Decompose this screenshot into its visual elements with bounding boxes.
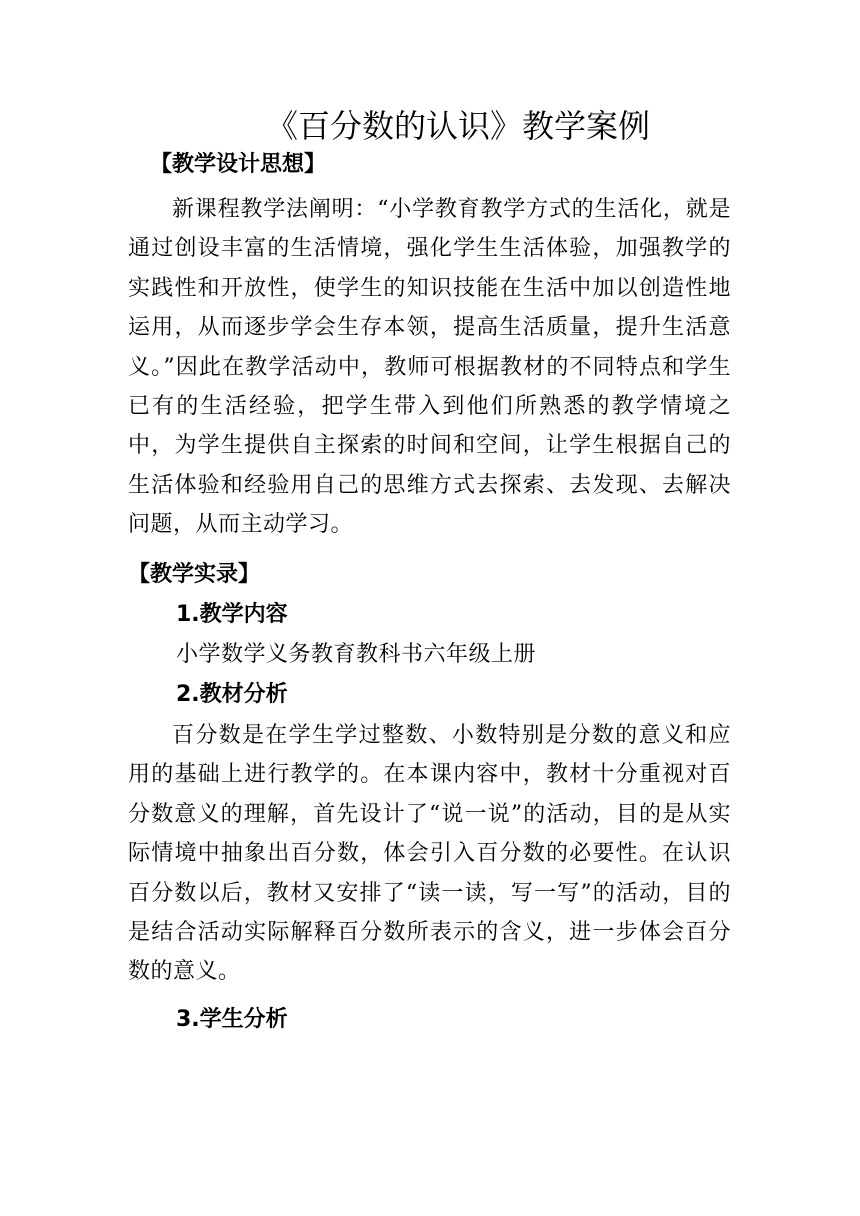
item-teaching-content-text: 小学数学义务教育教科书六年级上册 [176,642,537,667]
item-teaching-content-heading: 1.教学内容 [176,602,288,627]
design-thought-paragraph: 新课程教学法阐明：“小学教育教学方式的生活化，就是通过创设丰富的生活情境，强化学生生活体验，加强教学的实践性和开放性，使学生的知识技能在生活中加以创造性地运用，从而逐步学会生存本领，提高生活质量，提升生活意义。”因此在教学活动中，教师可根据教材的不同特点和学生已有的生活经验，把学生带入到他们所熟悉的教学情境之中，为学生提供自主探索的时间和空间，让学生根据自己的生活体验和经验用自己的思维方式去探索、去发现、去解决问题，从而主动学习。 [128,197,731,538]
item-textbook-analysis-heading: 2.教材分析 [176,682,288,707]
heading-teaching-record: 【教学实录】 [128,562,261,587]
heading-design-thought: 【教学设计思想】 [150,152,327,177]
item-student-analysis-heading: 3.学生分析 [176,1007,288,1032]
textbook-analysis-paragraph: 百分数是在学生学过整数、小数特别是分数的意义和应用的基础上进行教学的。在本课内容中，教材十分重视对百分数意义的理解，首先设计了“说一说”的活动，目的是从实际情境中抽象出百分数，体会引入百分数的必要性。在认识百分数以后，教材又安排了“读一读，写一写”的活动，目的是结合活动实际解释百分数所表示的含义，进一步体会百分数的意义。 [128,723,731,985]
document-title: 《百分数的认识》教学案例 [265,107,650,145]
